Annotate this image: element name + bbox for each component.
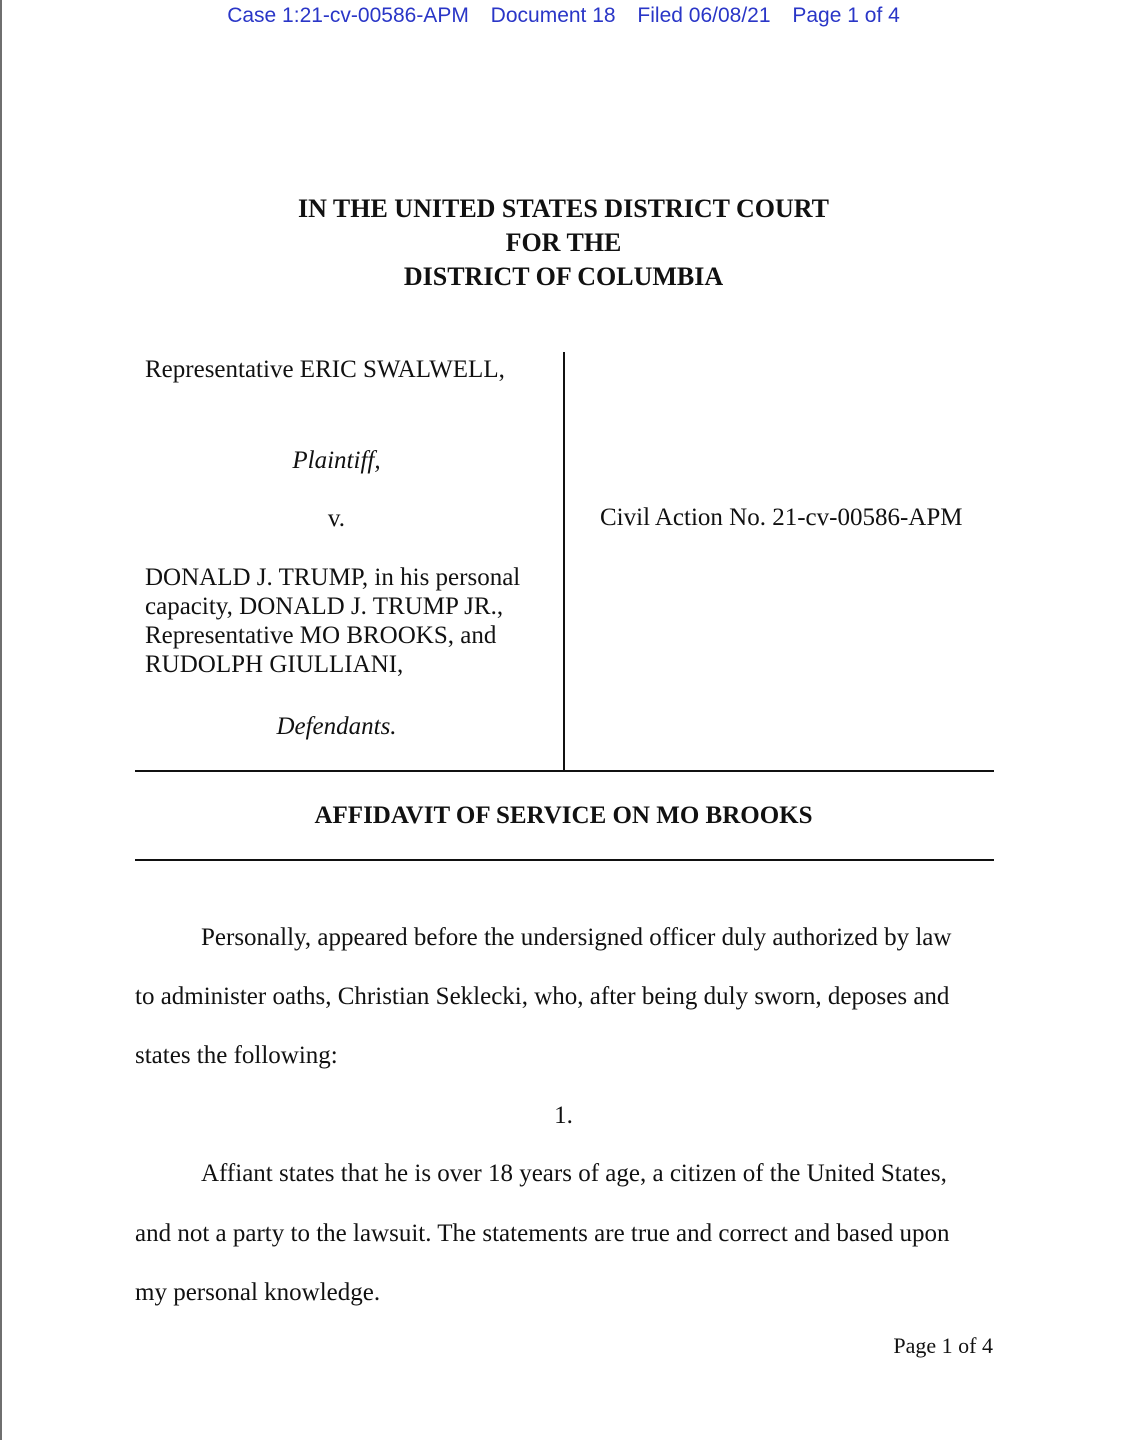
intro-line: states the following: <box>135 1042 338 1069</box>
plaintiff-name: Representative ERIC SWALWELL, <box>145 356 505 383</box>
court-heading-line-1: IN THE UNITED STATES DISTRICT COURT <box>297 194 830 223</box>
title-bottom-rule <box>135 859 994 861</box>
paragraph-line: my personal knowledge. <box>135 1279 381 1306</box>
defendants-line: Representative MO BROOKS, and <box>145 622 497 649</box>
versus-label: v. <box>327 505 346 532</box>
caption-divider <box>563 352 565 772</box>
case-number: Case 1:21-cv-00586-APM <box>227 4 469 27</box>
footer-page-number: Page 1 of 4 <box>893 1333 993 1358</box>
intro-line: Personally, appeared before the undersigned officer duly authorized by law <box>201 924 952 951</box>
plaintiff-label: Plaintiff, <box>292 447 381 474</box>
court-heading <box>2 192 1123 294</box>
caption-bottom-rule <box>135 770 994 772</box>
defendants-label: Defendants. <box>276 713 397 740</box>
ecf-filing-header <box>2 4 1123 28</box>
court-heading-line-3: DISTRICT OF COLUMBIA <box>403 262 724 291</box>
document-number: Document 18 <box>490 4 616 27</box>
defendants-line: RUDOLPH GIULLIANI, <box>145 651 404 678</box>
paragraph-line: and not a party to the lawsuit. The statements are true and correct and based upon <box>135 1220 950 1247</box>
civil-action-number: Civil Action No. 21-cv-00586-APM <box>600 504 963 531</box>
intro-line: to administer oaths, Christian Seklecki, who, after being duly sworn, deposes and <box>135 983 950 1010</box>
defendants-names <box>145 563 520 679</box>
filed-date: Filed 06/08/21 <box>637 4 771 27</box>
court-heading-line-2: FOR THE <box>505 228 622 257</box>
header-page-number: Page 1 of 4 <box>792 4 900 27</box>
affidavit-title: AFFIDAVIT OF SERVICE ON MO BROOKS <box>314 802 813 829</box>
defendants-line: capacity, DONALD J. TRUMP JR., <box>145 593 504 620</box>
paragraph-line: Affiant states that he is over 18 years of age, a citizen of the United States, <box>201 1160 947 1187</box>
defendants-line: DONALD J. TRUMP, in his personal <box>145 564 521 591</box>
paragraph-number: 1. <box>554 1102 573 1129</box>
